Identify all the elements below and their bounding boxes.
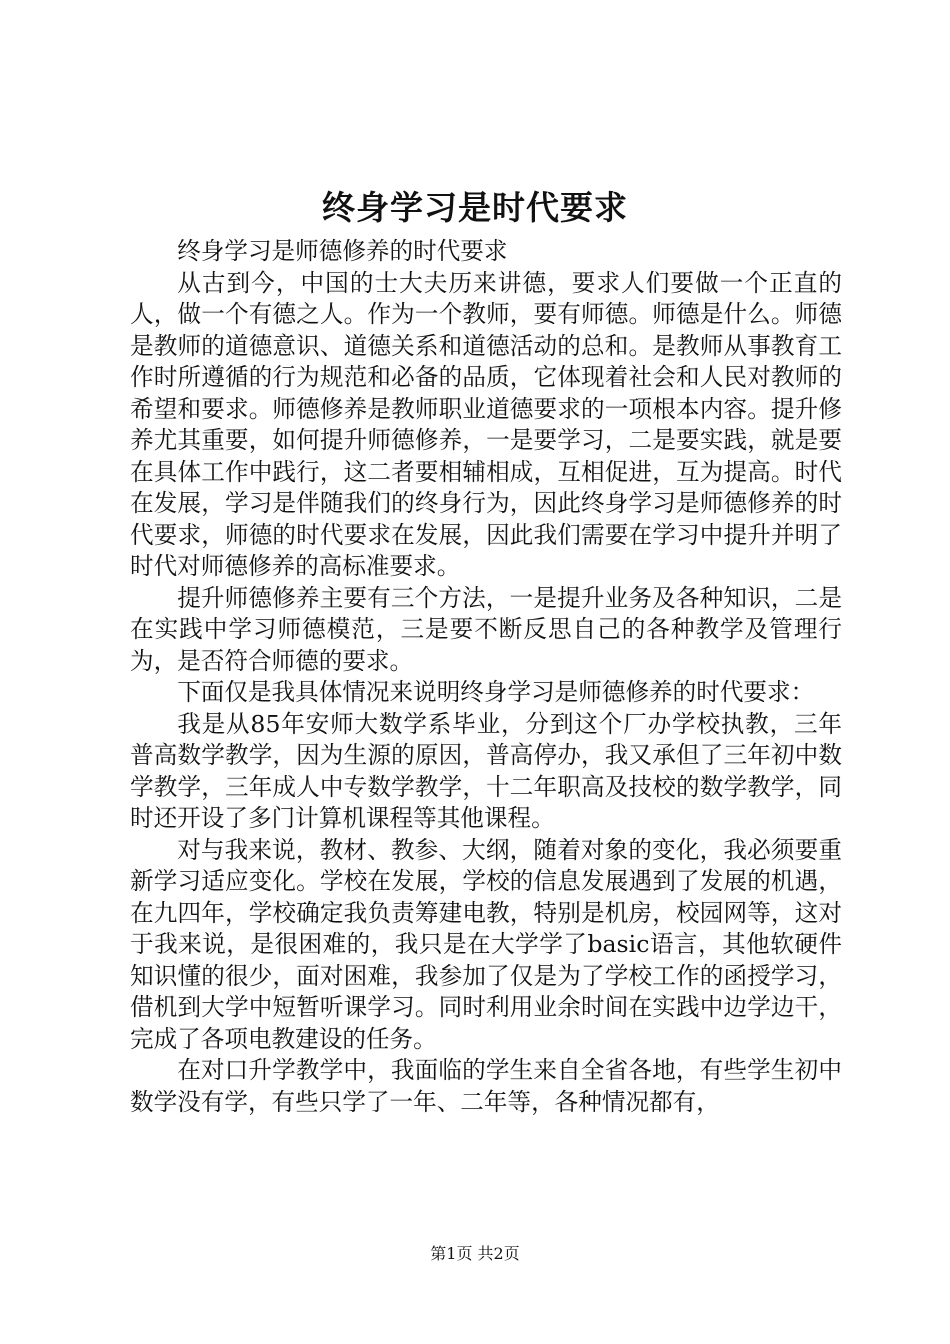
paragraph-subtitle: 终身学习是师德修养的时代要求 bbox=[177, 237, 508, 265]
paragraph: 在对口升学教学中，我面临的学生来自全省各地，有些学生初中数学没有学，有些只学了一年、二年等，各种情况都有， bbox=[130, 1056, 842, 1116]
paragraph: 从古到今，中国的士大夫历来讲德，要求人们要做一个正直的人，做一个有德之人。作为一个教师，要有师德。师德是什么。师德是教师的道德意识、道德关系和道德活动的总和。是教师从事教育工作时所遵循的行为规范和必备的品质，它体现着社会和人民对教师的希望和要求。师德修养是教师职业道德要求的一项根本内容。提升修养尤其重要，如何提升师德修养，一是要学习，二是要实践，就是要在具体工作中践行，这二者要相辅相成，互相促进，互为提高。时代在发展，学习是伴随我们的终身行为，因此终身学习是师德修养的时代要求，师德的时代要求在发展，因此我们需要在学习中提升并明了时代对师德修养的高标准要求。 bbox=[130, 268, 842, 580]
document-body bbox=[130, 236, 842, 1118]
paragraph: 我是从85年安师大数学系毕业，分到这个厂办学校执教，三年普高数学教学，因为生源的原因，普高停办，我又承但了三年初中数学教学，三年成人中专数学教学，十二年职高及技校的数学教学，同时还开设了多门计算机课程等其他课程。 bbox=[130, 709, 842, 832]
paragraph: 对与我来说，教材、教参、大纲，随着对象的变化，我必须要重新学习适应变化。学校在发展，学校的信息发展遇到了发展的机遇，在九四年，学校确定我负责筹建电教，特别是机房，校园网等，这对于我来说，是很困难的，我只是在大学学了basic语言，其他软硬件知识懂的很少，面对困难，我参加了仅是为了学校工作的函授学习，借机到大学中短暂听课学习。同时利用业余时间在实践中边学边干，完成了各项电教建设的任务。 bbox=[130, 835, 842, 1053]
document-title: 终身学习是时代要求 bbox=[322, 188, 628, 227]
paragraph: 提升师德修养主要有三个方法，一是提升业务及各种知识，二是在实践中学习师德模范，三是要不断反思自己的各种教学及管理行为，是否符合师德的要求。 bbox=[130, 583, 842, 675]
page-footer: 第1页 共2页 bbox=[430, 1244, 520, 1263]
paragraph: 下面仅是我具体情况来说明终身学习是师德修养的时代要求： bbox=[177, 678, 815, 706]
